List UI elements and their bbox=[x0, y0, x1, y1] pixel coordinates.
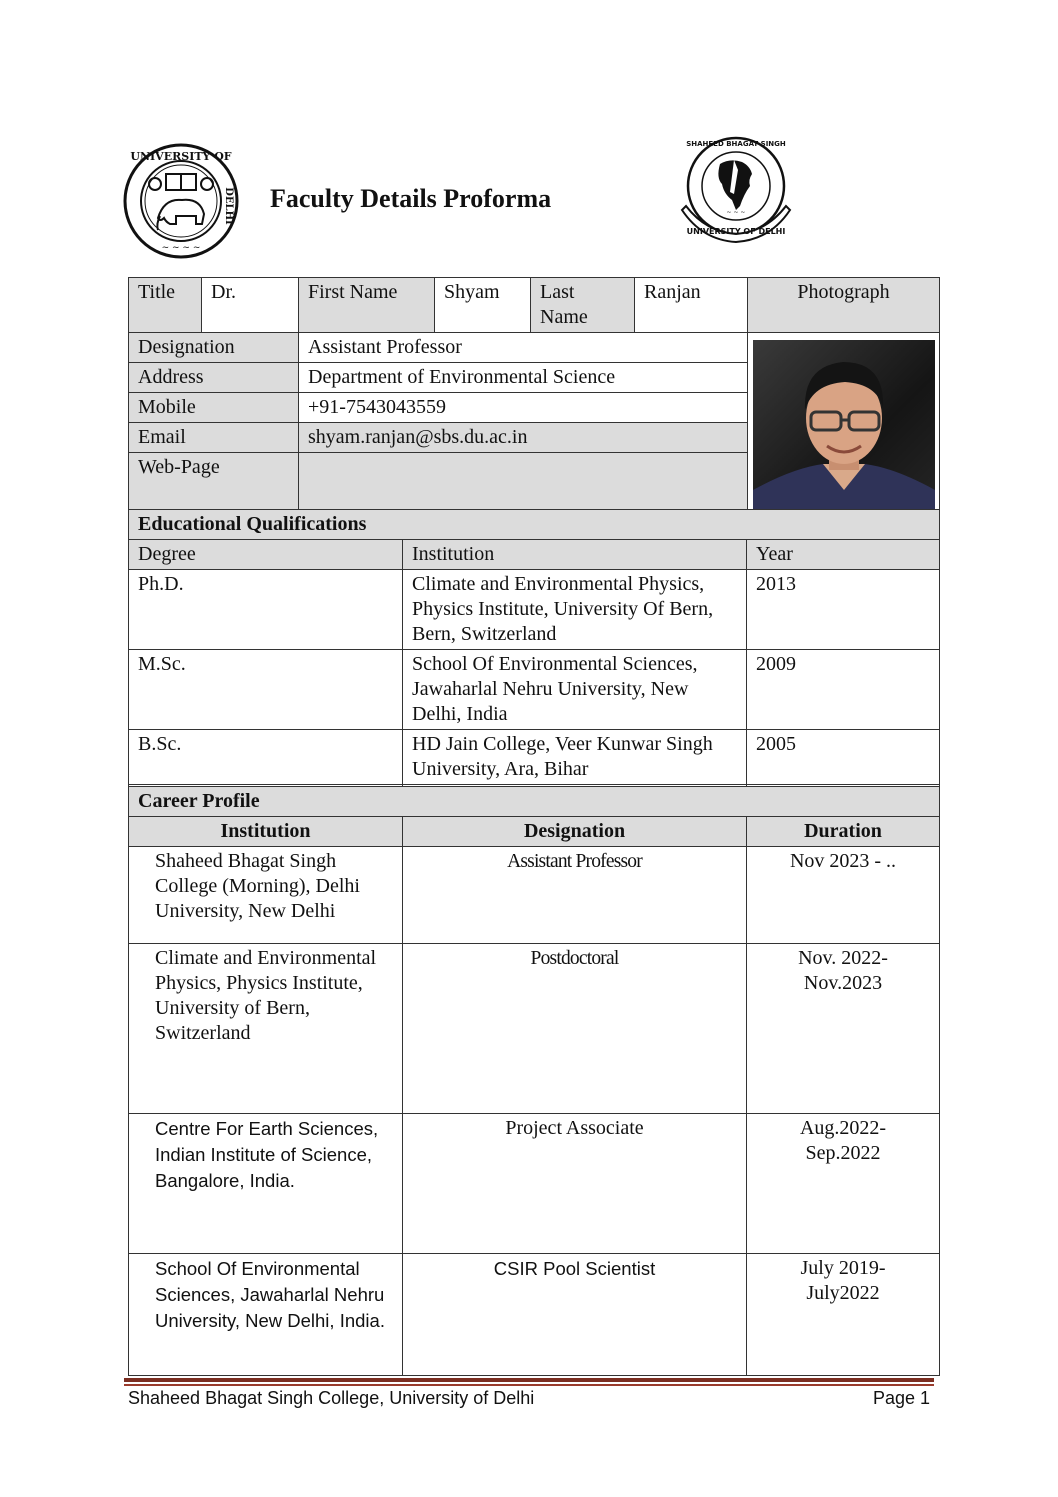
table-row bbox=[129, 1114, 940, 1254]
table-row bbox=[129, 1254, 940, 1376]
year-cell: 2013 bbox=[747, 570, 940, 650]
career-designation-cell: Postdoctoral bbox=[403, 944, 747, 1114]
career-table bbox=[128, 786, 940, 1376]
mobile-label: Mobile bbox=[129, 393, 299, 423]
career-designation-header: Designation bbox=[403, 817, 747, 847]
last-name-label: Last Name bbox=[531, 278, 635, 333]
svg-text:DELHI: DELHI bbox=[223, 187, 234, 225]
faculty-photo bbox=[753, 340, 935, 518]
email-value[interactable]: shyam.ranjan@sbs.du.ac.in bbox=[299, 423, 748, 453]
address-label: Address bbox=[129, 363, 299, 393]
designation-value: Assistant Professor bbox=[299, 333, 748, 363]
career-institution-cell: Centre For Earth Sciences, Indian Institute of Science, Bangalore, India. bbox=[129, 1114, 403, 1254]
career-duration-cell: Aug.2022-Sep.2022 bbox=[747, 1114, 940, 1254]
svg-text:UNIVERSITY OF DELHI: UNIVERSITY OF DELHI bbox=[686, 227, 786, 236]
last-name-value: Ranjan bbox=[635, 278, 748, 333]
career-duration-cell: Nov. 2022-Nov.2023 bbox=[747, 944, 940, 1114]
year-cell: 2005 bbox=[747, 730, 940, 785]
education-section-heading: Educational Qualifications bbox=[129, 510, 940, 540]
degree-cell: B.Sc. bbox=[129, 730, 403, 785]
table-row bbox=[129, 730, 940, 785]
designation-label: Designation bbox=[129, 333, 299, 363]
table-row bbox=[129, 847, 940, 944]
degree-cell: Ph.D. bbox=[129, 570, 403, 650]
footer-page-number: Page 1 bbox=[872, 1388, 930, 1408]
institution-cell: HD Jain College, Veer Kunwar Singh University, Ara, Bihar bbox=[403, 730, 747, 785]
career-section-heading: Career Profile bbox=[129, 787, 940, 817]
table-row bbox=[129, 944, 940, 1114]
footer-divider-thin bbox=[124, 1384, 934, 1386]
career-designation-cell: CSIR Pool Scientist bbox=[403, 1254, 747, 1376]
photograph-cell bbox=[748, 333, 940, 525]
career-institution-cell: School Of Environmental Sciences, Jawaharlal Nehru University, New Delhi, India. bbox=[129, 1254, 403, 1376]
career-institution-cell: Climate and Environmental Physics, Physics Institute, University of Bern, Switzerland bbox=[129, 944, 403, 1114]
institution-header: Institution bbox=[403, 540, 747, 570]
svg-text:~ ~ ~: ~ ~ ~ bbox=[726, 209, 746, 216]
first-name-label: First Name bbox=[299, 278, 435, 333]
footer-divider bbox=[124, 1378, 934, 1382]
year-cell: 2009 bbox=[747, 650, 940, 730]
career-designation-cell: Project Associate bbox=[403, 1114, 747, 1254]
career-designation-cell: Assistant Professor bbox=[403, 847, 747, 944]
year-header: Year bbox=[747, 540, 940, 570]
email-label: Email bbox=[129, 423, 299, 453]
first-name-value: Shyam bbox=[435, 278, 531, 333]
footer-college-name: Shaheed Bhagat Singh College, University of Delhi bbox=[128, 1388, 535, 1408]
title-value: Dr. bbox=[202, 278, 299, 333]
mobile-value: +91-7543043559 bbox=[299, 393, 748, 423]
career-duration-cell: July 2019-July2022 bbox=[747, 1254, 940, 1376]
career-duration-header: Duration bbox=[747, 817, 940, 847]
shaheed-bhagat-singh-college-emblem-icon bbox=[676, 134, 796, 250]
svg-text:~ ~ ~ ~: ~ ~ ~ ~ bbox=[161, 243, 201, 253]
degree-cell: M.Sc. bbox=[129, 650, 403, 730]
svg-text:SHAHEED BHAGAT SINGH: SHAHEED BHAGAT SINGH bbox=[686, 140, 786, 148]
institution-cell: School Of Environmental Sciences, Jawaharlal Nehru University, New Delhi, India bbox=[403, 650, 747, 730]
table-row bbox=[129, 570, 940, 650]
career-duration-cell: Nov 2023 - .. bbox=[747, 847, 940, 944]
svg-text:UNIVERSITY OF: UNIVERSITY OF bbox=[130, 150, 232, 163]
title-label: Title bbox=[129, 278, 202, 333]
institution-cell: Climate and Environmental Physics, Physics Institute, University Of Bern, Bern, Switzerland bbox=[403, 570, 747, 650]
career-institution-cell: Shaheed Bhagat Singh College (Morning), Delhi University, New Delhi bbox=[129, 847, 403, 944]
table-row bbox=[129, 650, 940, 730]
photograph-label: Photograph bbox=[748, 278, 940, 333]
degree-header: Degree bbox=[129, 540, 403, 570]
address-value: Department of Environmental Science bbox=[299, 363, 748, 393]
career-institution-header: Institution bbox=[129, 817, 403, 847]
university-of-delhi-seal-icon bbox=[122, 142, 240, 260]
education-table bbox=[128, 509, 940, 810]
page-title: Faculty Details Proforma bbox=[270, 184, 552, 213]
webpage-label: Web-Page bbox=[129, 453, 299, 525]
personal-details-table bbox=[128, 277, 940, 525]
